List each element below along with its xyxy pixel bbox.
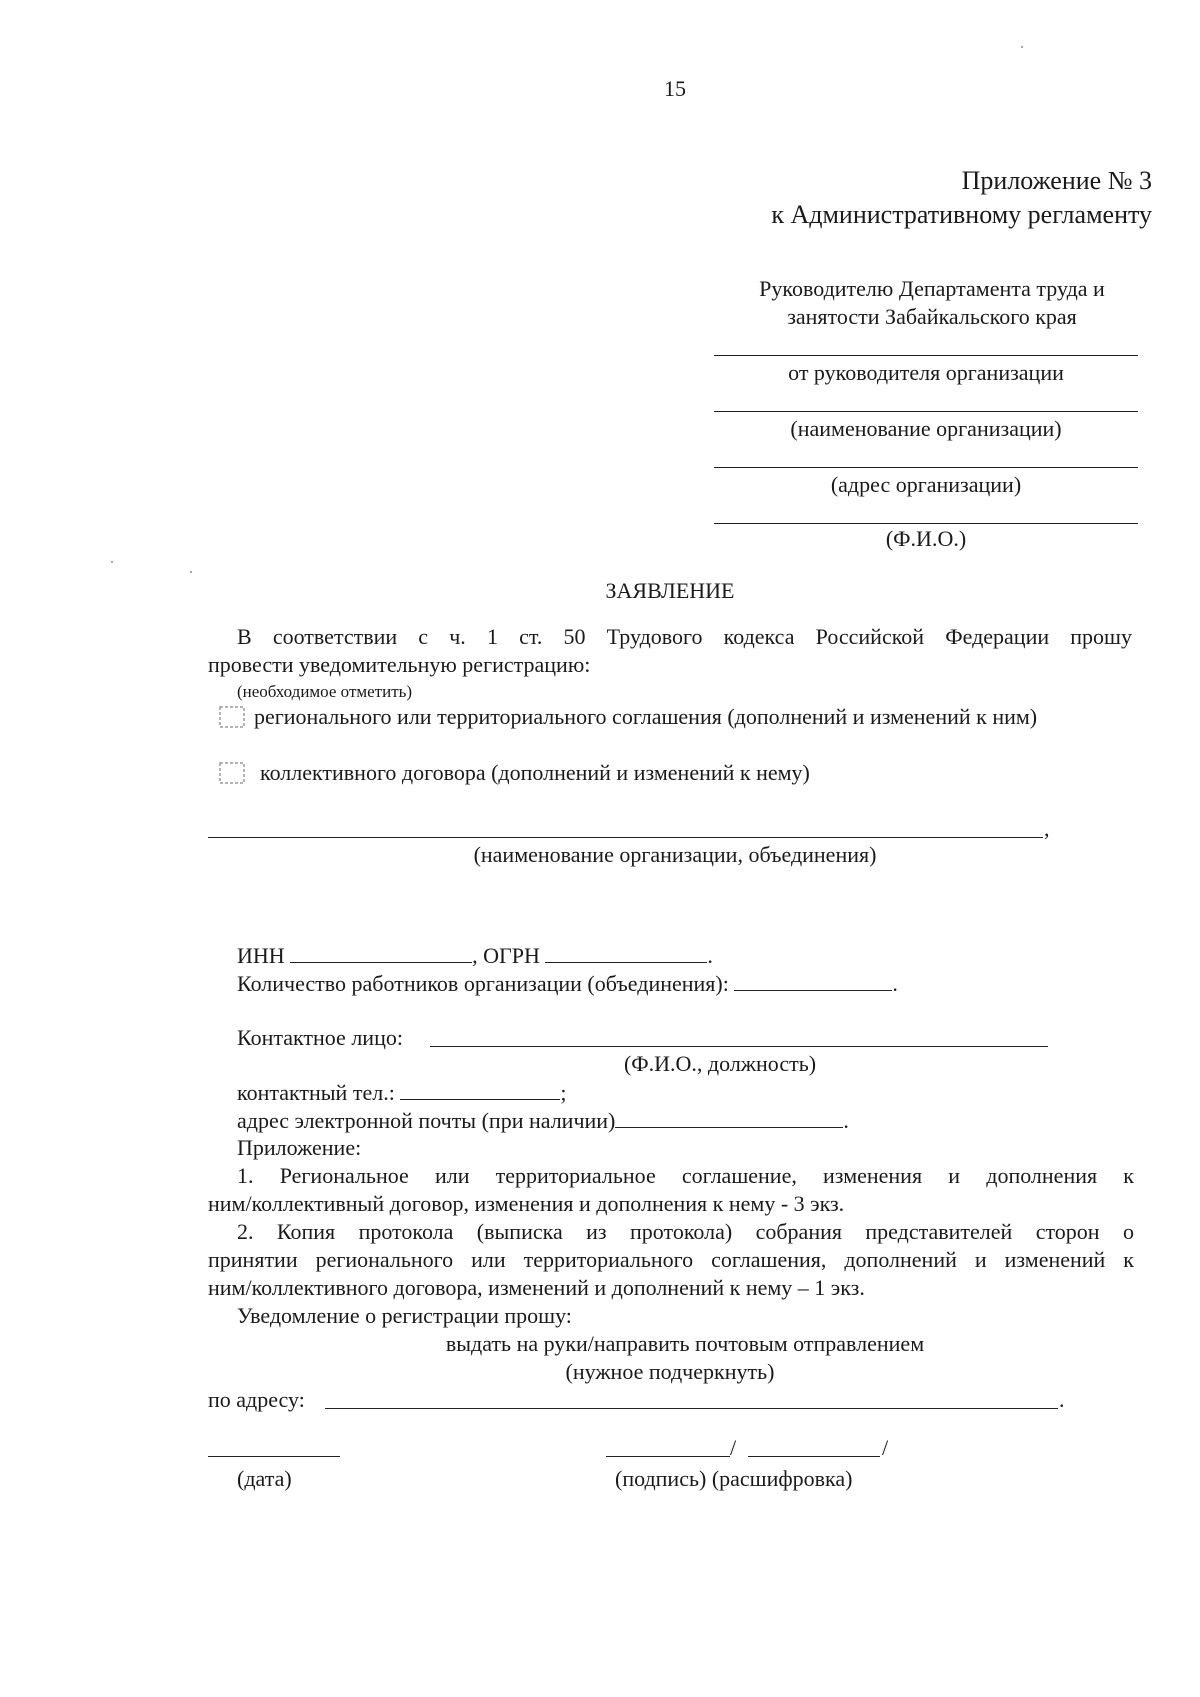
attachment1-line2: ним/коллективный договор, изменения и дополнения к нему - 3 экз. [208,1191,845,1216]
org-address-hint: (адрес организации) [830,472,1022,497]
employees-label: Количество работников организации (объединения): [237,971,729,996]
attachment2-line1: 2. Копия протокола (выписка из протокола) собрания представителей сторон о [237,1219,1134,1244]
scan-speck [1021,46,1023,48]
page-number: 15 [664,76,686,101]
address-end: . [1059,1387,1065,1412]
phone-label: контактный тел.: [237,1080,395,1105]
addressee-line2: занятости Забайкальского края [787,304,1077,329]
fio-hint: (Ф.И.О.) [885,526,967,551]
inn-ogrn-row [237,944,713,967]
intro-line2: провести уведомительную регистрацию: [208,652,591,677]
org-name-hint: (наименование организации) [790,416,1062,441]
intro-line1: В соответствии с ч. 1 ст. 50 Трудового кодекса Российской Федерации прошу [237,624,1132,649]
email-end: . [843,1108,849,1133]
option2-label: коллективного договора (дополнений и изменений к нему) [260,760,810,785]
signature-decoding-input[interactable] [748,1456,880,1457]
phone-input[interactable] [400,1081,560,1100]
employees-row [237,972,898,995]
scan-speck [190,571,192,573]
email-input[interactable] [615,1109,843,1128]
org-union-comma: , [1044,816,1050,841]
org-address-line [714,467,1138,468]
ogrn-input[interactable] [545,944,707,963]
option1-checkbox[interactable] [218,705,248,729]
org-union-hint: (наименование организации, объединения) [473,842,877,867]
contact-hint: (Ф.И.О., должность) [623,1051,817,1076]
addressee-line1: Руководителю Департамента труда и [759,276,1105,301]
date-hint: (дата) [237,1466,292,1491]
appendix-subtitle: к Административному регламенту [771,200,1152,229]
org-union-line [208,837,1043,838]
option2-checkbox[interactable] [218,761,248,785]
employees-end: . [892,971,898,996]
fio-line [714,523,1138,524]
attachment2-line2: принятии регионального или территориального соглашения, дополнений и изменений к [208,1247,1134,1272]
ogrn-end: . [707,943,713,968]
address-label: по адресу: [208,1387,305,1412]
attachments-label: Приложение: [237,1135,362,1160]
email-row [237,1109,849,1132]
employees-input[interactable] [734,972,892,991]
attachment2-line3: ним/коллективного договора, изменений и дополнений к нему – 1 экз. [208,1275,865,1300]
signature-hint: (подпись) (расшифровка) [615,1466,853,1491]
email-label: адрес электронной почты (при наличии) [237,1108,616,1133]
mark-hint: (необходимое отметить) [237,682,413,701]
inn-input[interactable] [290,944,472,963]
scan-speck [111,561,113,563]
notification-label: Уведомление о регистрации прошу: [237,1303,572,1328]
signature-slash-1: / [730,1435,737,1460]
from-label: от руководителя организации [788,360,1064,385]
addressee-blank-line [714,355,1138,356]
contact-input[interactable] [430,1046,1048,1047]
phone-end: ; [560,1080,567,1105]
document-title: ЗАЯВЛЕНИЕ [605,578,735,603]
option1-label: регионального или территориального соглашения (дополнений и изменений к ним) [254,704,1038,729]
notification-hint: (нужное подчеркнуть) [565,1359,775,1384]
attachment1-line1: 1. Региональное или территориальное соглашение, изменения и дополнения к [237,1163,1134,1188]
inn-label: ИНН [237,943,285,968]
contact-label: Контактное лицо: [237,1025,403,1050]
signature-slash-2: / [882,1435,889,1460]
address-input[interactable] [325,1408,1058,1409]
ogrn-label: , ОГРН [472,943,540,968]
appendix-title: Приложение № 3 [961,166,1152,195]
date-input[interactable] [208,1456,340,1457]
signature-input[interactable] [606,1456,730,1457]
notification-options[interactable]: выдать на руки/направить почтовым отправлением [445,1331,925,1356]
phone-row [237,1081,566,1104]
org-name-line [714,411,1138,412]
